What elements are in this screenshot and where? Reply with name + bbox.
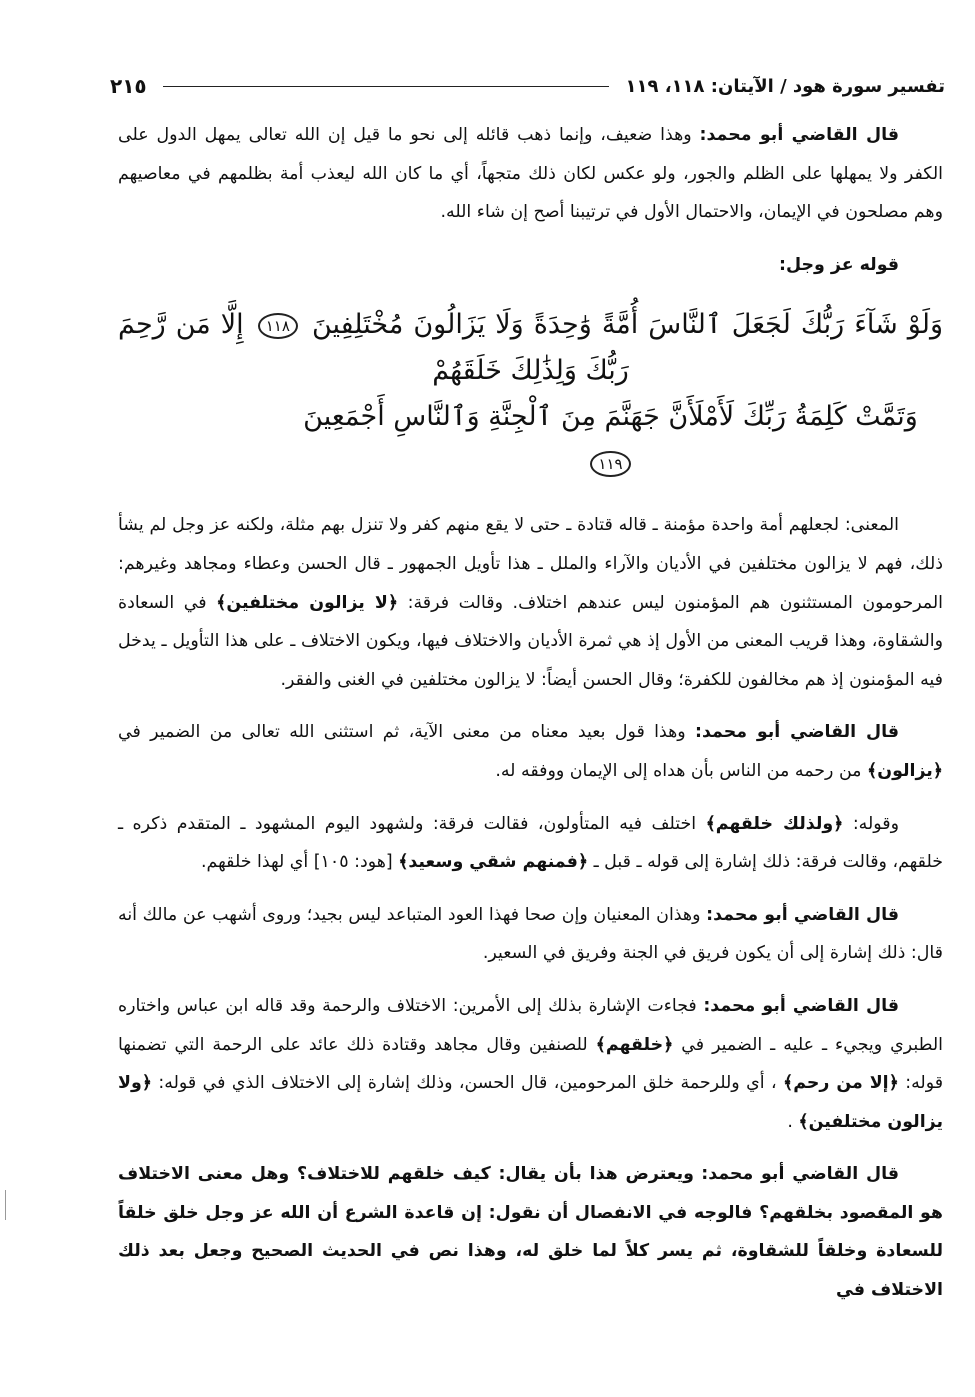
scan-margin-line: [5, 1190, 6, 1220]
speaker-label: قال القاضي أبو محمد:: [706, 904, 900, 925]
quran-quote: ﴿فمنهم شقي وسعيد﴾: [398, 852, 589, 873]
quran-quote: ﴿إلا من رحم﴾: [783, 1073, 899, 1094]
ayah-number-118: ١١٨: [258, 313, 298, 339]
speaker-label: قال القاضي أبو محمد:: [703, 995, 899, 1016]
speaker-label: قال القاضي أبو محمد:: [699, 125, 899, 145]
quran-quote: ﴿ولا يزالون مختلفين﴾: [118, 1073, 943, 1132]
verse-intro: قوله عز وجل:: [779, 254, 899, 275]
verse-118-continuation: إِلَّا مَن رَّحِمَ رَبُّكَ وَلِذَٰلِكَ خَلَقَهُمْ: [118, 309, 629, 387]
verse-118-text: وَلَوْ شَآءَ رَبُّكَ لَجَعَلَ ٱلنَّاسَ أُمَّةً وَٰحِدَةً وَلَا يَزَالُونَ مُخْتَلِفِينَ: [311, 309, 944, 341]
header-rule: [163, 86, 610, 87]
verse-119-text: وَتَمَّتْ كَلِمَةُ رَبِّكَ لَأَمْلَأَنَّ جَهَنَّمَ مِنَ ٱلْجِنَّةِ وَٱلنَّاسِ أَجْمَعِينَ: [303, 401, 918, 433]
body-text: [118, 116, 943, 1310]
paragraph-text: وقوله:: [852, 813, 900, 834]
quran-quote: ﴿خلقهم﴾: [595, 1034, 674, 1055]
paragraph-1: [118, 116, 943, 232]
verse-119-line: [118, 394, 943, 486]
paragraph-text: وهذان المعنيان وإن صحا فهذا العود المتباعد ليس بجيد؛ وروى أشهب عن مالك أنه قال: ذلك إشارة إلى أن يكون فريق في الجنة وفريق في السعير.: [118, 904, 943, 964]
speaker-label: قال القاضي أبو محمد:: [695, 722, 899, 743]
paragraph-text: المعنى: لجعلهم أمة واحدة مؤمنة ـ قاله قتادة ـ حتى لا يقع منهم كفر ولا تنزل بهم مثلة، ولكنه عز وجل لم يشأ ذلك، فهم لا يزالون مختلفين في الأديان والآراء والملل ـ هذا تأويل الجمهور ـ قال الحسن وعطاء ومجاهد وغيرهم: المرحومون المستثنون هم المؤمنون ليس عندهم اختلاف. وقالت فرقة:: [118, 515, 943, 613]
paragraph-2: [118, 246, 943, 285]
paragraph-7: [118, 987, 943, 1141]
paragraph-text: وهذا ضعيف، وإنما ذهب قائله إلى نحو ما قيل إن الله تعالى يمهل الدول على الكفر ولا يمهلها على الظلم والجور، ولو عكس لكان ذلك متجهاً، أي ما كان الله ليعذب أمة بظلمهم في معاصيهم وهم مصلحون في الإيمان، والاحتمال الأول في ترتيبنا أصح إن شاء الله.: [118, 125, 943, 223]
quran-quote: ﴿ولذلك خلقهم﴾: [705, 813, 844, 834]
paragraph-text: فجاءت الإشارة بذلك إلى الأمرين: الاختلاف والرحمة وقد قاله ابن عباس واختاره الطبري ويجيء ـ عليه ـ الضمير في: [118, 995, 943, 1055]
paragraph-text: وهذا قول بعيد معناه من معنى الآية، ثم استثنى الله تعالى من الضمير في: [118, 722, 686, 743]
paragraph-text: اختلف فيه المتأولون، فقالت فرقة: ولشهود اليوم المشهود ـ المتقدم ذكره ـ خلقهم، وقالت فرقة: ذلك إشارة إلى قوله ـ قبل ـ: [118, 813, 943, 873]
quran-quote: ﴿لا يزالون مختلفين﴾: [216, 592, 399, 613]
paragraph-5: [118, 805, 943, 882]
page-number: ٢١٥: [110, 74, 147, 98]
ayah-number-119: ١١٩: [590, 451, 630, 477]
paragraph-6: [118, 896, 943, 973]
paragraph-text: ، أي وللرحمة خلق المرحومين، قال الحسن، وذلك إشارة إلى الاختلاف الذي في قوله:: [158, 1073, 777, 1094]
page-header: [110, 68, 945, 104]
paragraph-text: للصنفين وقال مجاهد وقتادة ذلك عائد على الرحمة التي تضمنها قوله:: [118, 1034, 944, 1094]
paragraph-4: [118, 713, 943, 790]
running-title: تفسير سورة هود / الآيتان: ١١٨، ١١٩: [625, 75, 945, 97]
quran-verses: [118, 302, 943, 486]
paragraph-8: [118, 1155, 943, 1309]
paragraph-text: في السعادة والشقاوة، وهذا قريب المعنى من الأول إذ هي ثمرة الأديان والاختلاف فيها، ويكون الاختلاف ـ على هذا التأويل ـ يدخل فيه المؤمنون إذ هم مخالفون للكفرة؛ وقال الحسن أيضاً: لا يزالون مختلفين في الغنى والفقر.: [118, 592, 943, 690]
paragraph-text: .: [787, 1111, 793, 1132]
paragraph-3: [118, 506, 943, 699]
paragraph-text: [هود: ١٠٥] أي لهذا خلقهم.: [201, 852, 393, 873]
speaker-label: قال القاضي أبو محمد:: [701, 1164, 899, 1185]
quran-quote: ﴿يزالون﴾: [867, 760, 943, 781]
paragraph-text: ويعترض هذا بأن يقال: كيف خلقهم للاختلاف؟ وهل معنى الاختلاف هو المقصود بخلقهم؟ فالوجه في الانفصال أن نقول: إن قاعدة الشرع أن الله عز وجل خلق خلقاً للسعادة وخلقاً للشقاوة، ثم يسر كلاً لما خلق له، وهذا نص في الحديث الصحيح وجعل بعد ذلك الاختلاف في: [118, 1164, 943, 1301]
paragraph-text: من رحمه من الناس بأن هداه إلى الإيمان ووفقه له.: [495, 760, 862, 781]
